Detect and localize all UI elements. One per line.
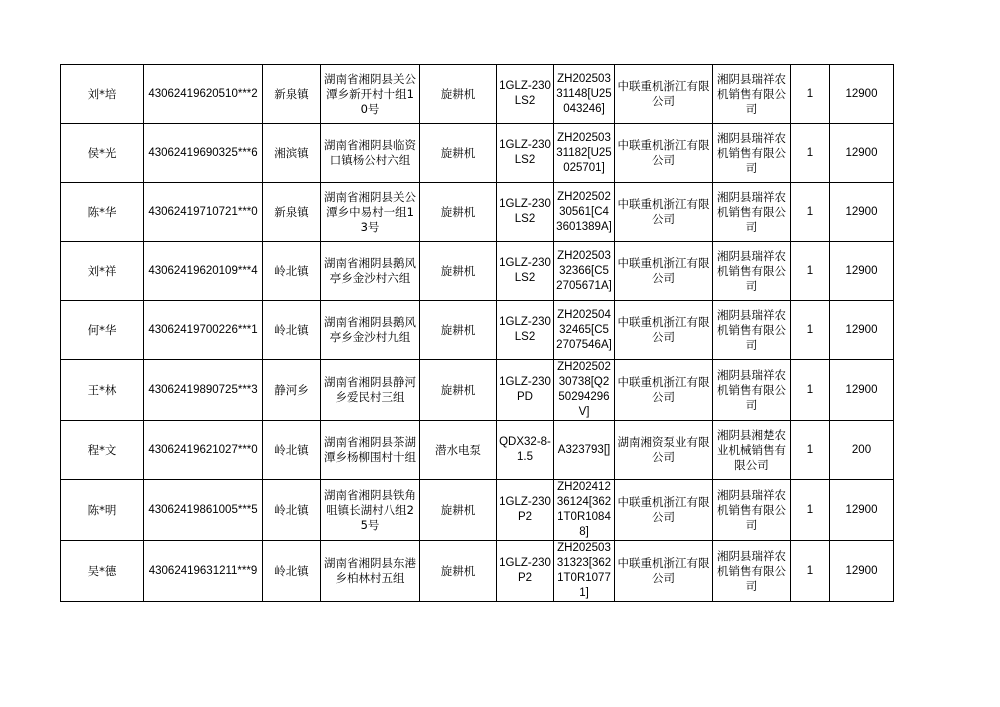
- table-row: [61, 65, 894, 124]
- quantity-cell: 1: [791, 183, 830, 242]
- machine-type-cell: 旋耕机: [420, 360, 497, 421]
- quantity-cell: 1: [791, 541, 830, 602]
- serial-number-cell: ZH20250331182[U25025701]: [554, 124, 615, 183]
- address-cell: 湖南省湘阴县关公潭乡新开村十组10号: [321, 65, 420, 124]
- quantity-cell: 1: [791, 124, 830, 183]
- address-cell: 湖南省湘阴县东港乡柏林村五组: [321, 541, 420, 602]
- town-cell: 新泉镇: [263, 65, 321, 124]
- machine-type-cell: 旋耕机: [420, 65, 497, 124]
- dealer-cell: 湘阴县瑞祥农机销售有限公司: [713, 541, 791, 602]
- town-cell: 岭北镇: [263, 421, 321, 480]
- quantity-cell: 1: [791, 421, 830, 480]
- manufacturer-cell: 中联重机浙江有限公司: [615, 183, 713, 242]
- address-cell: 湖南省湘阴县鹅风亭乡金沙村九组: [321, 301, 420, 360]
- manufacturer-cell: 中联重机浙江有限公司: [615, 65, 713, 124]
- table-row: [61, 242, 894, 301]
- amount-cell: 12900: [830, 360, 894, 421]
- model-cell: 1GLZ-230LS2: [497, 301, 554, 360]
- town-cell: 岭北镇: [263, 541, 321, 602]
- model-cell: 1GLZ-230LS2: [497, 242, 554, 301]
- id-number-cell: 43062419621027***0: [144, 421, 263, 480]
- town-cell: 新泉镇: [263, 183, 321, 242]
- amount-cell: 12900: [830, 65, 894, 124]
- farmer-name-cell: 陈*明: [61, 480, 144, 541]
- id-number-cell: 43062419710721***0: [144, 183, 263, 242]
- table-row: [61, 541, 894, 602]
- table-row: [61, 360, 894, 421]
- address-cell: 湖南省湘阴县临资口镇杨公村六组: [321, 124, 420, 183]
- quantity-cell: 1: [791, 65, 830, 124]
- farmer-name-cell: 何*华: [61, 301, 144, 360]
- machine-type-cell: 旋耕机: [420, 541, 497, 602]
- farmer-name-cell: 程*文: [61, 421, 144, 480]
- table-row: [61, 124, 894, 183]
- model-cell: 1GLZ-230LS2: [497, 124, 554, 183]
- table-row: [61, 421, 894, 480]
- id-number-cell: 43062419690325***6: [144, 124, 263, 183]
- model-cell: 1GLZ-230P2: [497, 480, 554, 541]
- town-cell: 静河乡: [263, 360, 321, 421]
- dealer-cell: 湘阴县湘楚农业机械销售有限公司: [713, 421, 791, 480]
- dealer-cell: 湘阴县瑞祥农机销售有限公司: [713, 480, 791, 541]
- amount-cell: 12900: [830, 124, 894, 183]
- address-cell: 湖南省湘阴县茶湖潭乡杨柳围村十组: [321, 421, 420, 480]
- town-cell: 岭北镇: [263, 480, 321, 541]
- farmer-name-cell: 王*林: [61, 360, 144, 421]
- serial-number-cell: A323793[]: [554, 421, 615, 480]
- machine-type-cell: 旋耕机: [420, 183, 497, 242]
- quantity-cell: 1: [791, 480, 830, 541]
- address-cell: 湖南省湘阴县铁角咀镇长湖村八组25号: [321, 480, 420, 541]
- amount-cell: 12900: [830, 242, 894, 301]
- subsidy-table: [60, 64, 894, 602]
- dealer-cell: 湘阴县瑞祥农机销售有限公司: [713, 242, 791, 301]
- dealer-cell: 湘阴县瑞祥农机销售有限公司: [713, 183, 791, 242]
- dealer-cell: 湘阴县瑞祥农机销售有限公司: [713, 124, 791, 183]
- amount-cell: 12900: [830, 480, 894, 541]
- id-number-cell: 43062419861005***5: [144, 480, 263, 541]
- manufacturer-cell: 湖南湘资泵业有限公司: [615, 421, 713, 480]
- model-cell: QDX32-8-1.5: [497, 421, 554, 480]
- machine-type-cell: 潜水电泵: [420, 421, 497, 480]
- table-row: [61, 301, 894, 360]
- address-cell: 湖南省湘阴县静河乡爱民村三组: [321, 360, 420, 421]
- table-body: [61, 65, 894, 602]
- id-number-cell: 43062419890725***3: [144, 360, 263, 421]
- machine-type-cell: 旋耕机: [420, 242, 497, 301]
- serial-number-cell: ZH20250331148[U25043246]: [554, 65, 615, 124]
- quantity-cell: 1: [791, 360, 830, 421]
- town-cell: 湘滨镇: [263, 124, 321, 183]
- id-number-cell: 43062419700226***1: [144, 301, 263, 360]
- serial-number-cell: ZH20250230738[Q250294296V]: [554, 360, 615, 421]
- manufacturer-cell: 中联重机浙江有限公司: [615, 242, 713, 301]
- manufacturer-cell: 中联重机浙江有限公司: [615, 360, 713, 421]
- dealer-cell: 湘阴县瑞祥农机销售有限公司: [713, 301, 791, 360]
- manufacturer-cell: 中联重机浙江有限公司: [615, 301, 713, 360]
- amount-cell: 12900: [830, 301, 894, 360]
- model-cell: 1GLZ-230LS2: [497, 65, 554, 124]
- amount-cell: 12900: [830, 541, 894, 602]
- serial-number-cell: ZH20250432465[C52707546A]: [554, 301, 615, 360]
- farmer-name-cell: 吴*德: [61, 541, 144, 602]
- farmer-name-cell: 刘*培: [61, 65, 144, 124]
- serial-number-cell: ZH20250331323[3621T0R10771]: [554, 541, 615, 602]
- manufacturer-cell: 中联重机浙江有限公司: [615, 124, 713, 183]
- model-cell: 1GLZ-230LS2: [497, 183, 554, 242]
- town-cell: 岭北镇: [263, 242, 321, 301]
- serial-number-cell: ZH20250332366[C52705671A]: [554, 242, 615, 301]
- manufacturer-cell: 中联重机浙江有限公司: [615, 480, 713, 541]
- serial-number-cell: ZH20250230561[C43601389A]: [554, 183, 615, 242]
- model-cell: 1GLZ-230P2: [497, 541, 554, 602]
- table-row: [61, 183, 894, 242]
- amount-cell: 12900: [830, 183, 894, 242]
- amount-cell: 200: [830, 421, 894, 480]
- farmer-name-cell: 陈*华: [61, 183, 144, 242]
- dealer-cell: 湘阴县瑞祥农机销售有限公司: [713, 65, 791, 124]
- farmer-name-cell: 侯*光: [61, 124, 144, 183]
- id-number-cell: 43062419631211***9: [144, 541, 263, 602]
- machine-type-cell: 旋耕机: [420, 301, 497, 360]
- serial-number-cell: ZH20241236124[3621T0R10848]: [554, 480, 615, 541]
- address-cell: 湖南省湘阴县鹅风亭乡金沙村六组: [321, 242, 420, 301]
- farmer-name-cell: 刘*祥: [61, 242, 144, 301]
- address-cell: 湖南省湘阴县关公潭乡中易村一组13号: [321, 183, 420, 242]
- model-cell: 1GLZ-230PD: [497, 360, 554, 421]
- machine-type-cell: 旋耕机: [420, 480, 497, 541]
- manufacturer-cell: 中联重机浙江有限公司: [615, 541, 713, 602]
- table-row: [61, 480, 894, 541]
- quantity-cell: 1: [791, 242, 830, 301]
- dealer-cell: 湘阴县瑞祥农机销售有限公司: [713, 360, 791, 421]
- town-cell: 岭北镇: [263, 301, 321, 360]
- quantity-cell: 1: [791, 301, 830, 360]
- id-number-cell: 43062419620510***2: [144, 65, 263, 124]
- id-number-cell: 43062419620109***4: [144, 242, 263, 301]
- machine-type-cell: 旋耕机: [420, 124, 497, 183]
